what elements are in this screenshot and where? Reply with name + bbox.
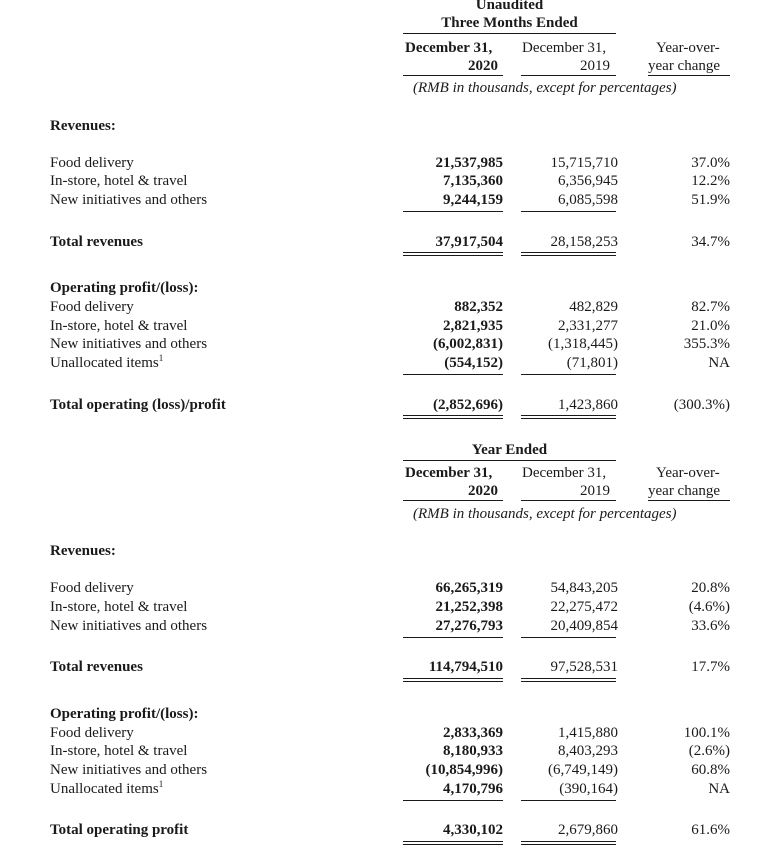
footnote-marker: 1 — [158, 779, 164, 789]
value-2020: 9,244,159 — [443, 192, 503, 208]
total-double-rule — [403, 415, 503, 416]
units-note: (RMB in thousands, except for percentages) — [413, 506, 677, 522]
value-2020: (10,854,996) — [425, 762, 503, 778]
subtotal-rule — [403, 374, 503, 375]
operating-heading: Operating profit/(loss): — [50, 706, 199, 722]
total-double-rule — [403, 252, 503, 253]
row-label: Food delivery — [50, 155, 134, 171]
col1-header-line2: 2020 — [468, 58, 498, 74]
value-2019: 1,415,880 — [558, 725, 618, 741]
value-2020: 114,794,510 — [428, 659, 503, 675]
row-label: In-store, hotel & travel — [50, 599, 188, 615]
value-2020: 4,170,796 — [443, 781, 503, 797]
value-2020: 21,252,398 — [435, 599, 503, 615]
col3-header-underline — [648, 75, 730, 76]
operating-heading: Operating profit/(loss): — [50, 280, 199, 296]
value-2019: 482,829 — [569, 299, 618, 315]
col2-header-underline — [521, 500, 616, 501]
value-2020: 882,352 — [454, 299, 503, 315]
value-2020: 66,265,319 — [435, 580, 503, 596]
value-change: 33.6% — [691, 618, 730, 634]
value-change: 21.0% — [691, 318, 730, 334]
row-label: Unallocated items — [50, 781, 159, 797]
value-2019: 20,409,854 — [550, 618, 618, 634]
value-2020: 2,833,369 — [443, 725, 503, 741]
value-2020: 21,537,985 — [435, 155, 503, 171]
subtotal-rule — [521, 800, 616, 801]
revenues-heading: Revenues: — [50, 118, 116, 134]
value-change: 17.7% — [691, 659, 730, 675]
col2-header-line2: 2019 — [580, 483, 610, 499]
total-double-rule — [521, 678, 616, 679]
col2-header-underline — [521, 75, 616, 76]
row-label: In-store, hotel & travel — [50, 318, 188, 334]
value-2019: 15,715,710 — [550, 155, 618, 171]
value-2019: 8,403,293 — [558, 743, 618, 759]
col1-header-underline — [403, 500, 503, 501]
value-2019: 28,158,253 — [550, 234, 618, 250]
col3-header-line1: Year-over- — [656, 40, 720, 56]
value-change: 355.3% — [683, 336, 730, 352]
footnote-marker: 1 — [158, 353, 164, 363]
value-change: 37.0% — [691, 155, 730, 171]
value-change: 82.7% — [691, 299, 730, 315]
col3-header-line1: Year-over- — [656, 465, 720, 481]
value-2019: 6,085,598 — [558, 192, 618, 208]
col1-header-line1: December 31, — [405, 465, 493, 481]
col1-header-underline — [403, 75, 503, 76]
value-2019: (1,318,445) — [548, 336, 618, 352]
value-2020: 7,135,360 — [443, 173, 503, 189]
value-change: (2.6%) — [688, 743, 730, 759]
value-2019: 97,528,531 — [550, 659, 618, 675]
total-double-rule — [521, 415, 616, 416]
row-label-with-footnote — [50, 354, 163, 372]
row-label: Food delivery — [50, 299, 134, 315]
total-double-rule — [521, 255, 616, 256]
row-label: Food delivery — [50, 580, 134, 596]
row-label: In-store, hotel & travel — [50, 173, 188, 189]
value-2019: 22,275,472 — [550, 599, 618, 615]
period-title: Year Ended — [471, 442, 548, 458]
value-change: 12.2% — [691, 173, 730, 189]
col3-header-line2: year change — [648, 58, 721, 74]
value-2020: 4,330,102 — [443, 822, 503, 838]
col3-header-line2: year change — [648, 483, 721, 499]
value-2020: (554,152) — [444, 355, 503, 371]
row-label: Unallocated items — [50, 355, 159, 371]
value-2019: 54,843,205 — [550, 580, 618, 596]
total-double-rule — [403, 678, 503, 679]
value-change: 34.7% — [691, 234, 730, 250]
row-label: Total revenues — [50, 234, 143, 250]
col2-header-line2: 2019 — [580, 58, 610, 74]
total-double-rule — [521, 681, 616, 682]
col1-header-line2: 2020 — [468, 483, 498, 499]
value-change: 60.8% — [691, 762, 730, 778]
value-2019: 1,423,860 — [558, 397, 618, 413]
value-2020: 2,821,935 — [443, 318, 503, 334]
value-change: (300.3%) — [673, 397, 730, 413]
value-change: 61.6% — [691, 822, 730, 838]
col2-header-line1: December 31, — [522, 465, 607, 481]
col1-header-line1: December 31, — [405, 40, 493, 56]
units-note: (RMB in thousands, except for percentages) — [413, 80, 677, 96]
subtotal-rule — [403, 211, 503, 212]
value-change: 51.9% — [691, 192, 730, 208]
total-double-rule — [521, 844, 616, 845]
value-2020: 27,276,793 — [435, 618, 503, 634]
row-label: Total revenues — [50, 659, 143, 675]
period-underline — [403, 460, 616, 461]
revenues-heading: Revenues: — [50, 543, 116, 559]
value-2020: 8,180,933 — [443, 743, 503, 759]
subtotal-rule — [403, 800, 503, 801]
row-label: Total operating (loss)/profit — [50, 397, 226, 413]
value-2019: 2,679,860 — [558, 822, 618, 838]
subtotal-rule — [521, 374, 616, 375]
value-change: 100.1% — [683, 725, 730, 741]
total-double-rule — [403, 681, 503, 682]
value-change: NA — [708, 781, 730, 797]
row-label: New initiatives and others — [50, 192, 208, 208]
value-2020: (6,002,831) — [433, 336, 503, 352]
row-label: New initiatives and others — [50, 618, 208, 634]
value-2020: (2,852,696) — [433, 397, 503, 413]
period-title: Three Months Ended — [441, 15, 578, 31]
total-double-rule — [521, 252, 616, 253]
value-2019: 2,331,277 — [558, 318, 618, 334]
value-change: NA — [708, 355, 730, 371]
col3-header-underline — [648, 500, 730, 501]
value-2019: (6,749,149) — [548, 762, 618, 778]
total-double-rule — [403, 418, 503, 419]
subtotal-rule — [521, 211, 616, 212]
total-double-rule — [403, 844, 503, 845]
row-label: Food delivery — [50, 725, 134, 741]
value-2019: 6,356,945 — [558, 173, 618, 189]
row-label: In-store, hotel & travel — [50, 743, 188, 759]
total-double-rule — [521, 841, 616, 842]
total-double-rule — [403, 841, 503, 842]
value-change: (4.6%) — [688, 599, 730, 615]
value-2019: (71,801) — [566, 355, 618, 371]
subtotal-rule — [403, 637, 503, 638]
row-label: New initiatives and others — [50, 336, 208, 352]
unaudited-label: Unaudited — [475, 0, 544, 13]
value-2019: (390,164) — [559, 781, 618, 797]
value-2020: 37,917,504 — [435, 234, 503, 250]
col2-header-line1: December 31, — [522, 40, 607, 56]
subtotal-rule — [521, 637, 616, 638]
total-double-rule — [521, 418, 616, 419]
row-label-with-footnote — [50, 780, 163, 798]
row-label: New initiatives and others — [50, 762, 208, 778]
period-underline — [403, 33, 616, 34]
value-change: 20.8% — [691, 580, 730, 596]
row-label: Total operating profit — [50, 822, 189, 838]
total-double-rule — [403, 255, 503, 256]
